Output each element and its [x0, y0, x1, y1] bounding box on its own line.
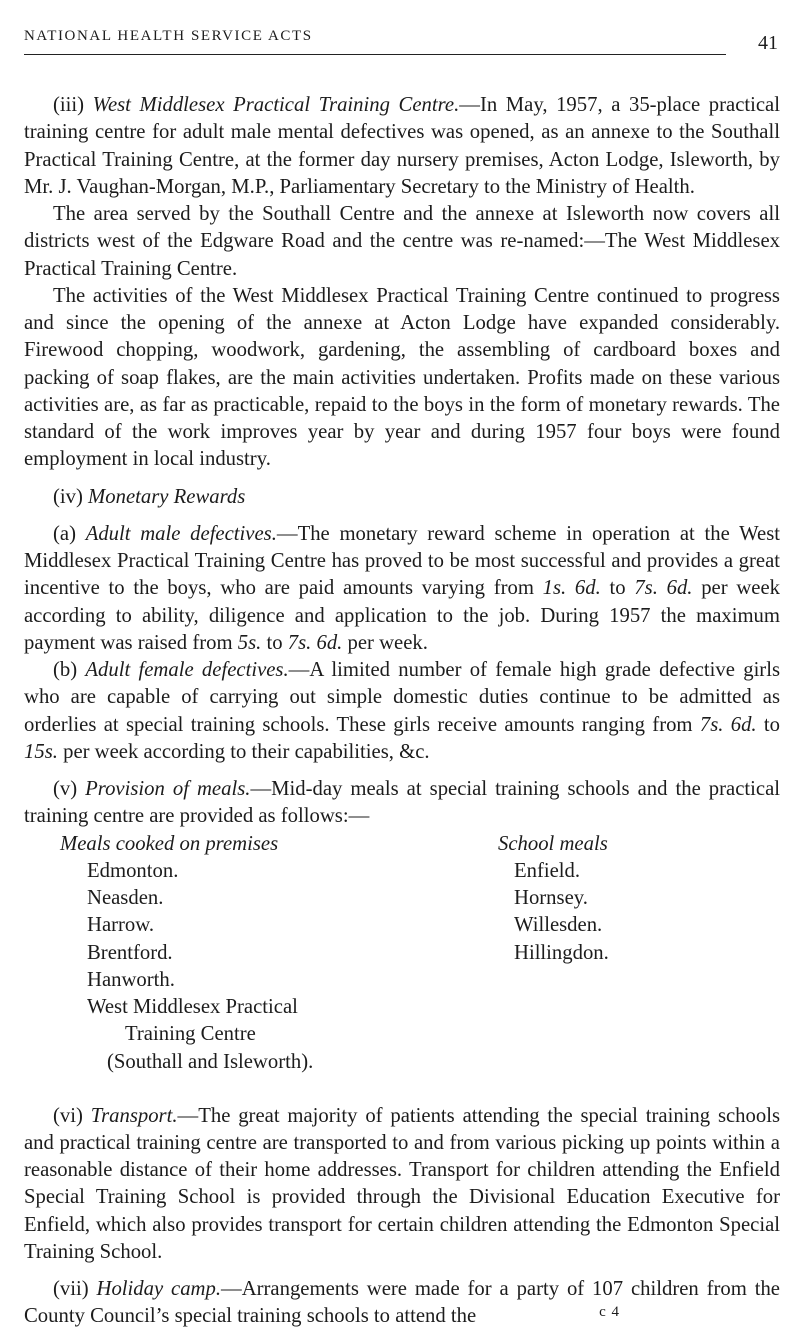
page-number: 41	[758, 32, 778, 54]
section-vi-paragraph	[24, 1103, 780, 1267]
paragraph: The area served by the Southall Centre and the annexe at Isleworth now covers all districts west of the Edgware Road and the centre was re-named:—The West Middlesex Practical Training Centre.	[24, 203, 780, 280]
money-amount: 7s. 6d.	[634, 577, 693, 600]
paragraph-text: per week.	[342, 631, 428, 654]
paragraph-text: —A limited number of female high grade defective girls who are capable of carrying out simple domestic duties continue to be admitted as orderlies at special training schools. These girls receive amounts ranging from	[24, 659, 780, 736]
list-item: Hillingdon.	[514, 941, 609, 964]
section-title: West Middlesex Practical Training Centre.	[92, 94, 460, 116]
paragraph-text: to	[600, 577, 635, 600]
section-marker: (iii)	[53, 94, 93, 116]
list-item: Hanworth.	[87, 968, 175, 991]
subsection-title: Adult female defectives.	[85, 659, 289, 681]
money-amount: 5s.	[237, 631, 262, 654]
subsection-marker: (b)	[53, 659, 86, 681]
paragraph-text: —The great majority of patients attending the special training schools and practical training centre are transported to and from various picking up points within a reasonable distance of their home addresses. Transport for children attending the Enfield Special Training School is provided through the Divisional Education Executive for Enfield, which also provides transport for certain children attending the Edmonton Special Training School.	[24, 1104, 781, 1263]
header-rule	[24, 54, 726, 55]
subsection-a-paragraph	[24, 521, 780, 657]
section-v-paragraph	[24, 776, 780, 831]
money-amount: 7s. 6d.	[287, 631, 343, 654]
subsection-marker: (a)	[53, 522, 86, 545]
section-title: Provision of meals.	[85, 778, 251, 800]
school-meals-column	[500, 831, 740, 967]
paragraph-text: to	[756, 713, 781, 736]
list-item: (Southall and Isleworth).	[107, 1050, 314, 1073]
page-header	[24, 28, 778, 64]
page-body	[24, 92, 780, 1331]
section-marker: (vi)	[53, 1104, 91, 1127]
paragraph: The activities of the West Middlesex Practical Training Centre continued to progress and since the opening of the annexe at Acton Lodge have expanded considerably. Firewood chopping, woodwork, gardening, the assembling of cardboard boxes and packing of soap flakes, are the main activities undertaken. Profits made on these various activities are, as far as practicable, repaid to the boys in the form of monetary rewards. The standard of the work improves year by year and during 1957 four boys were found employment in local industry.	[24, 284, 780, 471]
section-title: Holiday camp.	[96, 1278, 222, 1300]
running-title: NATIONAL HEALTH SERVICE ACTS	[24, 28, 313, 44]
column-heading: School meals	[498, 832, 608, 855]
section-marker: (v)	[53, 778, 86, 800]
list-item: Enfield.	[514, 859, 581, 882]
section-marker: (vii)	[53, 1278, 97, 1300]
list-item: Willesden.	[514, 914, 603, 937]
column-heading: Meals cooked on premises	[60, 832, 279, 855]
section-iv-heading	[24, 484, 780, 511]
subsection-title: Adult male defectives.	[85, 522, 277, 545]
list-item: Neasden.	[87, 887, 164, 909]
paragraph-text: to	[261, 631, 288, 654]
paragraph-text: —In May, 1957, a 35-place practical training centre for adult male mental defectives was opened, as an annexe to the Southall Practical Training Centre, at the former day nursery premises, Acton Lodge, Isleworth, by Mr. J. Vaughan-Morgan, M.P., Parliamentary Secretary to the Ministry of Health.	[24, 94, 780, 198]
list-item: Brentford.	[87, 941, 173, 964]
paragraph-text: —The monetary reward scheme in operation at the West Middlesex Practical Training Centre has proved to be most successful and provides a great incentive to the boys, who are paid amounts varying from	[24, 522, 780, 600]
list-item: West Middlesex Practical	[87, 996, 298, 1018]
paragraph-text: —Mid-day meals at special training schools and the practical training centre are provided as follows:—	[24, 778, 780, 828]
paragraph-text: per week according to their capabilities, &c.	[57, 740, 430, 763]
list-item: Training Centre	[125, 1023, 256, 1046]
money-amount: 15s.	[24, 740, 58, 763]
money-amount: 7s. 6d.	[699, 713, 757, 736]
section-title: Monetary Rewards	[88, 485, 246, 508]
section-iii-paragraph	[24, 92, 780, 201]
section-title: Transport.	[90, 1104, 178, 1127]
paragraph-text: —Arrangements were made for a party of 107 children from the County Council’s special training schools to attend the	[24, 1278, 780, 1328]
list-item: Edmonton.	[87, 859, 179, 882]
printer-signature-mark: c 4	[599, 1304, 620, 1320]
section-vii-paragraph	[24, 1276, 780, 1331]
paragraph-text: per week according to ability, diligence and application to the job. During 1957 the maximum payment was raised from	[24, 577, 780, 654]
meals-lists	[24, 831, 780, 1103]
subsection-b-paragraph	[24, 657, 780, 766]
list-item: Hornsey.	[514, 887, 588, 909]
list-item: Harrow.	[87, 914, 155, 937]
money-amount: 1s. 6d.	[542, 577, 601, 600]
meals-cooked-column	[60, 831, 480, 1076]
section-marker: (iv)	[53, 485, 89, 508]
